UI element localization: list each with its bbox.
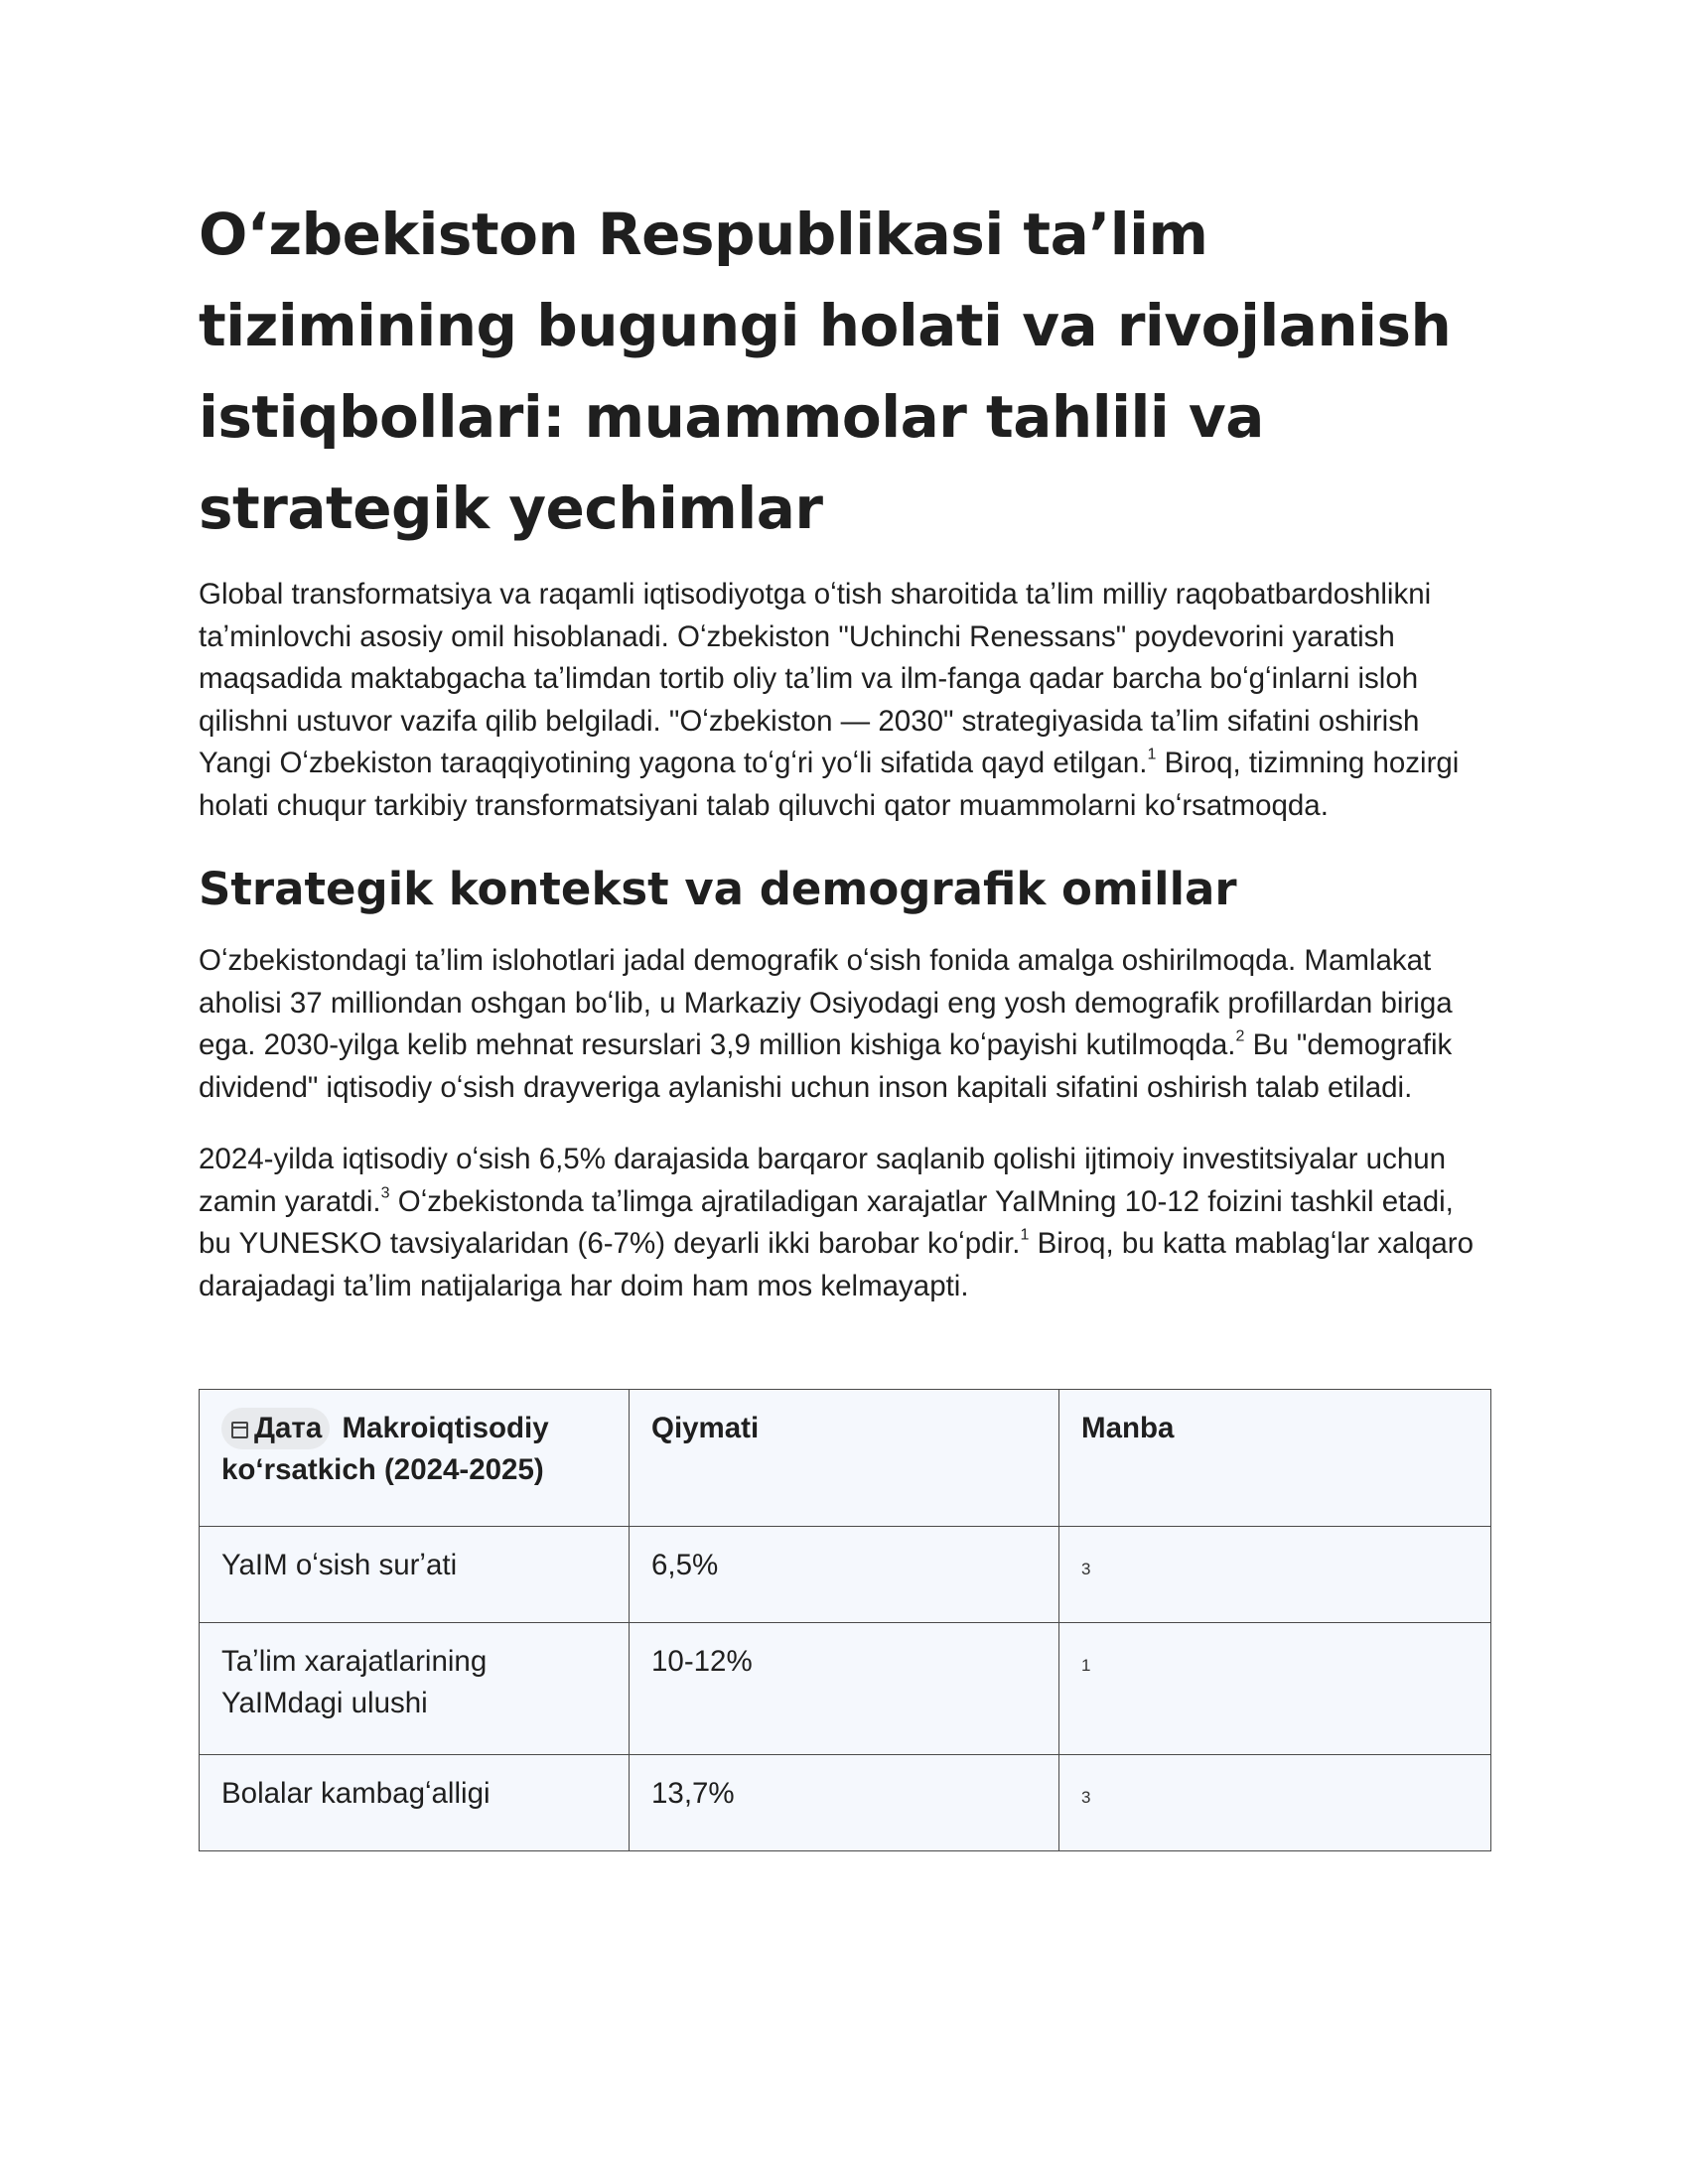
calendar-icon: [231, 1422, 248, 1438]
indicator-cell: Bolalar kambagʻalligi: [200, 1755, 630, 1851]
paragraph-text: Bu "demografik dividend" iqtisodiy oʻsish drayveriga aylanishi uchun inson kapitali sifatini oshirish talab etiladi.: [199, 1028, 1453, 1104]
date-chip-label: Дата: [254, 1412, 323, 1444]
table-header-cell: Qiymati: [630, 1390, 1059, 1527]
table-header-cell: Manba: [1059, 1390, 1491, 1527]
footnote-ref[interactable]: 1: [1147, 746, 1157, 763]
source-ref[interactable]: 3: [1081, 1788, 1091, 1807]
macro-indicators-table: [199, 1389, 1491, 1851]
paragraph-text: Oʻzbekistonda taʼlimga ajratiladigan xarajatlar YaIMning 10-12 foizini tashkil etadi, bu YUNESKO tavsiyalaridan (6-7%) deyarli ikki barobar koʻpdir.: [199, 1184, 1454, 1260]
table-row: [200, 1527, 1491, 1623]
section-heading: Strategik kontekst va demografik omillar: [199, 863, 1237, 915]
intro-text: Global transformatsiya va raqamli iqtisodiyotga oʻtish sharoitida taʼlim milliy raqobatbardoshlikni taʼminlovchi asosiy omil hisoblanadi. Oʻzbekiston "Uchinchi Renessans" poydevorini yaratish maqsadida maktabgacha taʼlimdan tortib oliy taʼlim va ilm-fanga qadar barcha boʻgʻinlarni isloh qilishni ustuvor vazifa qilib belgiladi. "Oʻzbekiston — 2030" strategiyasida taʼlim sifatini oshirish Yangi Oʻzbekiston taraqqiyotining yagona toʻgʻri yoʻli sifatida qayd etilgan.: [199, 578, 1432, 779]
header-label: Makroiqtisodiy koʻrsatkich (2024-2025): [221, 1412, 549, 1486]
paragraph-text: Oʻzbekistondagi taʼlim islohotlari jadal demografik oʻsish fonida amalga oshirilmoqda. Mamlakat aholisi 37 milliondan oshgan boʻlib, u Markaziy Osiyodagi eng yosh demografik profillardan biriga ega. 2030-yilga kelib mehnat resurslari 3,9 million kishiga koʻpayishi kutilmoqda.: [199, 944, 1453, 1061]
footnote-ref[interactable]: 3: [380, 1183, 390, 1201]
document-page: [199, 189, 1489, 1851]
table-row: [200, 1755, 1491, 1851]
table-header-cell: [200, 1390, 630, 1527]
section-paragraph: [199, 940, 1489, 1109]
footnote-ref[interactable]: 1: [1020, 1226, 1030, 1244]
paragraph-text: 2024-yilda iqtisodiy oʻsish 6,5% darajasida barqaror saqlanib qolishi ijtimoiy investitsiyalar uchun zamin yaratdi.: [199, 1143, 1447, 1218]
indicator-cell: YaIM oʻsish surʼati: [200, 1527, 630, 1623]
document-title: O‘zbekiston Respublikasi ta’lim tizimining bugungi holati va rivojlanish istiqbollari: muammolar tahlili va strategik yechimlar: [199, 201, 1452, 542]
source-cell: [1059, 1755, 1491, 1851]
section-paragraph: [199, 1139, 1489, 1307]
date-chip[interactable]: [221, 1408, 330, 1449]
table-header-row: [200, 1390, 1491, 1527]
value-cell: 10-12%: [630, 1623, 1059, 1755]
source-cell: [1059, 1527, 1491, 1623]
source-ref[interactable]: 3: [1081, 1560, 1091, 1578]
source-ref[interactable]: 1: [1081, 1656, 1091, 1675]
paragraph-text: Biroq, bu katta mablagʻlar xalqaro darajadagi taʼlim natijalariga har doim ham mos kelmayapti.: [199, 1227, 1475, 1302]
indicator-cell: Taʼlim xarajatlarining YaIMdagi ulushi: [200, 1623, 630, 1755]
intro-text: Biroq, tizimning hozirgi holati chuqur tarkibiy transformatsiyani talab qiluvchi qator muammolarni koʻrsatmoqda.: [199, 747, 1460, 822]
footnote-ref[interactable]: 2: [1235, 1027, 1245, 1045]
table-row: [200, 1623, 1491, 1755]
source-cell: [1059, 1623, 1491, 1755]
value-cell: 6,5%: [630, 1527, 1059, 1623]
value-cell: 13,7%: [630, 1755, 1059, 1851]
intro-paragraph: [199, 574, 1489, 827]
